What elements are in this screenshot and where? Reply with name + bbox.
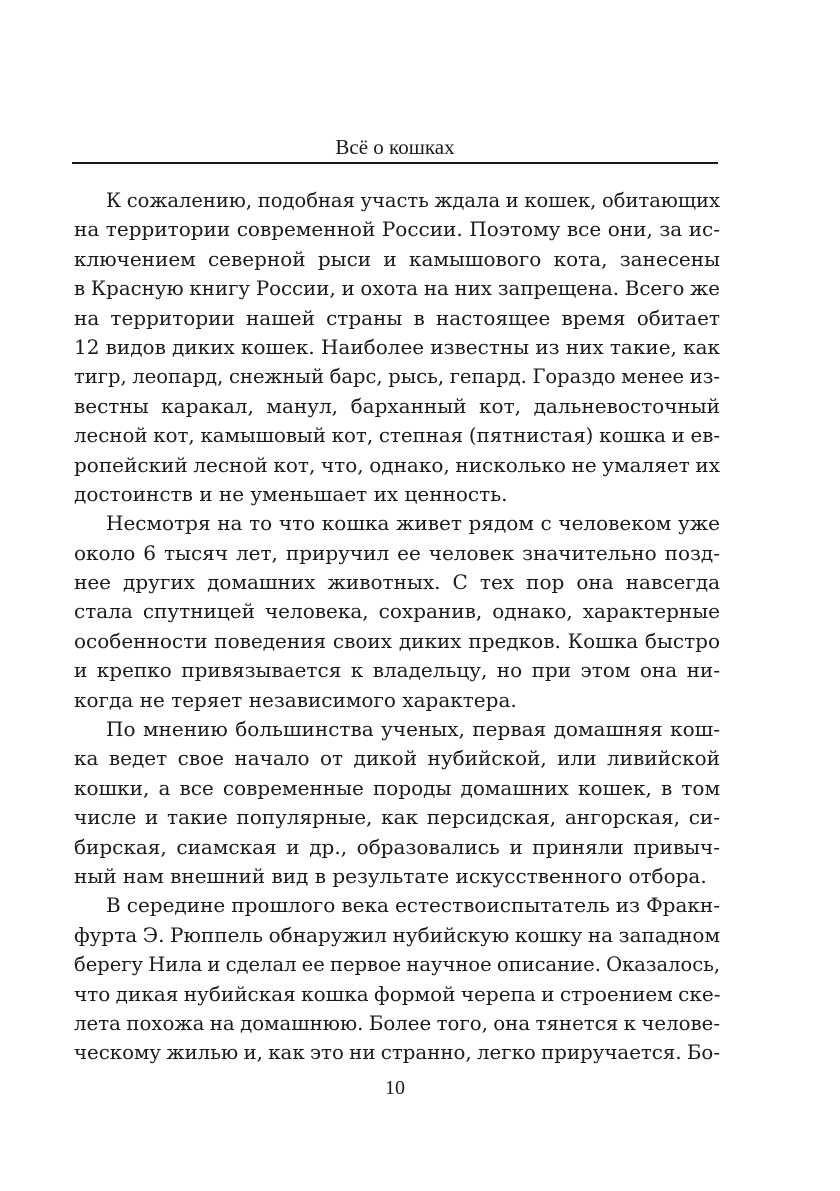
text-line: Несмотря на то что кошка живет рядом с человеком уже [106, 511, 720, 536]
text-line: достоинств и не уменьшает их ценность. [74, 481, 508, 506]
text-line: ческому жилью и, как это ни странно, легко приручается. Бо- [74, 1041, 720, 1065]
running-head: Всё о кошках [335, 135, 455, 159]
text-line: ключением северной рыси и камышового кота, занесены [74, 246, 720, 271]
paragraph-3 [74, 715, 720, 891]
text-line: нее других домашних животных. С тех пор она навсегда [74, 570, 720, 595]
text-line: лета похожа на домашнюю. Более того, она тянется к челове- [74, 1011, 720, 1035]
text-line: вестны каракал, манул, барханный кот, дальневосточный [74, 393, 720, 418]
text-line: бирская, сиамская и др., образовались и приняли привыч- [74, 834, 720, 859]
body-text [74, 186, 720, 1068]
text-line: около 6 тысяч лет, приручил ее человек значительно позд- [74, 540, 720, 565]
text-line: ка ведет свое начало от дикой нубийской, или ливийской [74, 746, 720, 771]
text-line: что дикая нубийская кошка формой черепа и строением ске- [74, 981, 721, 1006]
text-line: 12 видов диких кошек. Наиболее известны из них такие, как [74, 334, 720, 359]
paragraph-2 [74, 509, 720, 715]
paragraph-1 [74, 186, 720, 509]
text-line: особенности поведения своих диких предков. Кошка быстро [74, 628, 720, 653]
paragraph-4 [74, 891, 720, 1067]
text-line: в Красную книгу России, и охота на них запрещена. Всего же [74, 277, 720, 301]
text-line: ропейский лесной кот, что, однако, нисколько не умаляет их [74, 452, 720, 477]
text-line: когда не теряет независимого характера. [74, 687, 517, 712]
text-line: По мнению большинства ученых, первая домашняя кош- [106, 717, 720, 742]
text-line: лесной кот, камышовый кот, степная (пятнистая) кошка и ев- [74, 424, 720, 448]
text-line: К сожалению, подобная участь ждала и кошек, обитающих [106, 189, 720, 212]
text-line: берегу Нила и сделал ее первое научное описание. Оказалось, [74, 953, 721, 977]
text-line: и крепко привязывается к владельцу, но при этом она ни- [74, 658, 720, 683]
text-line: тигр, леопард, снежный барс, рысь, гепард. Гораздо менее из- [74, 365, 720, 389]
text-line: на территории нашей страны в настоящее время обитает [74, 305, 720, 330]
header-rule [72, 162, 718, 164]
text-line: числе и такие популярные, как персидская, ангорская, си- [74, 805, 720, 830]
text-line: на территории современной России. Поэтому все они, за ис- [74, 217, 720, 242]
text-line: стала спутницей человека, сохранив, однако, характерные [74, 599, 720, 624]
text-line: фурта Э. Рюппель обнаружил нубийскую кошку на западном [74, 922, 720, 947]
page-number: 10 [385, 1077, 405, 1099]
text-line: кошки, а все современные породы домашних кошек, в том [74, 775, 720, 800]
text-line: В середине прошлого века естествоиспытатель из Фракн- [106, 893, 720, 918]
text-line: ный нам внешний вид в результате искусственного отбора. [74, 863, 707, 888]
